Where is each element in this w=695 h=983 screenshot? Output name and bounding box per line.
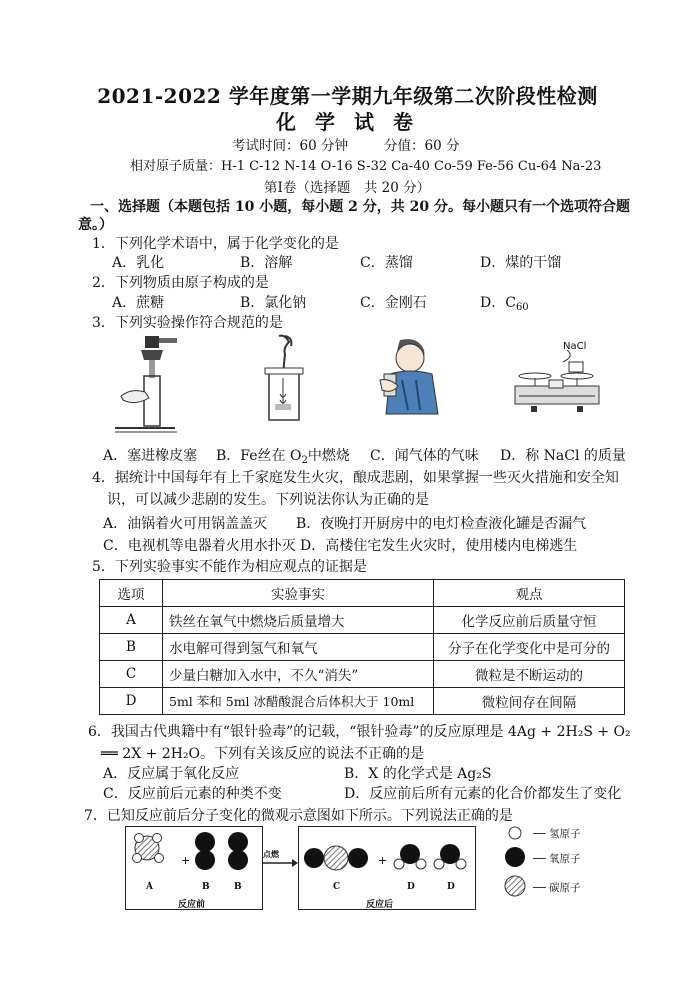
nacl-label: NaCl xyxy=(563,341,587,352)
q4-option-c: C．电视机等电器着火用水扑灭 xyxy=(103,538,296,554)
q5-stem: 5．下列实验事实不能作为相应观点的证据是 xyxy=(92,559,367,575)
table-row xyxy=(100,688,625,715)
q1-stem: 1．下列化学术语中，属于化学变化的是 xyxy=(92,236,339,252)
row-fact: 水电解可得到氢气和氧气 xyxy=(163,634,434,661)
header-viewpoint: 观点 xyxy=(434,580,625,607)
q3-stem: 3．下列实验操作符合规范的是 xyxy=(92,315,283,331)
q6-option-a: A．反应属于氧化反应 xyxy=(103,766,240,782)
q3-option-d: D．称 NaCl 的质量 xyxy=(500,448,626,464)
header-fact: 实验事实 xyxy=(163,580,434,607)
exam-score: 分值：60 分 xyxy=(384,138,460,154)
molecule-label: B xyxy=(202,882,210,892)
molecule-label: C xyxy=(333,882,341,892)
q4-stem-cont: 识，可以减少悲剧的发生。下列说法你认为正确的是 xyxy=(107,492,429,508)
q3-option-b: B．Fe丝在 $O_2$中燃烧 xyxy=(216,448,350,466)
exam-title: 2021-2022 学年度第一学期九年级第二次阶段性检测 xyxy=(97,84,598,108)
q1-option-a: A．乳化 xyxy=(112,255,165,271)
balance-scale-figure xyxy=(505,340,615,420)
exam-time: 考试时间：60 分钟 xyxy=(232,138,348,154)
before-label: 反应前 xyxy=(178,900,206,910)
row-viewpoint: 微粒间存在间隔 xyxy=(434,688,625,715)
legend-carbon: ── 碳原子 xyxy=(533,882,581,894)
q2-option-d: D．$C_{60}$ xyxy=(480,295,529,313)
atomic-masses: 相对原子质量：H-1 C-12 N-14 O-16 S-32 Ca-40 Co-59 Fe-56 Cu-64 Na-23 xyxy=(130,159,602,174)
atom-legend-icons xyxy=(503,824,527,898)
row-option: D xyxy=(100,688,163,715)
q4-option-a: A．油锅着火可用锅盖盖灭 xyxy=(103,516,268,532)
smelling-gas-figure xyxy=(372,336,452,416)
q1-option-d: D．煤的干馏 xyxy=(480,255,562,271)
q6-stem-cont: ══ 2X + 2H₂O。下列有关该反应的说法不正确的是 xyxy=(101,746,425,762)
header-option: 选项 xyxy=(100,580,163,607)
q1-option-c: C．蒸馏 xyxy=(360,255,413,271)
table-row xyxy=(100,661,625,688)
table-header-row xyxy=(100,580,625,607)
q1-option-b: B．溶解 xyxy=(240,255,293,271)
section-heading: 一、选择题（本题包括 10 小题，每小题 2 分，共 20 分。每小题只有一个选项符合题 xyxy=(90,199,630,215)
before-reaction-molecules xyxy=(125,826,261,908)
evidence-table xyxy=(99,579,625,715)
svg-text:+: + xyxy=(378,854,388,867)
iron-wire-burning-figure xyxy=(255,334,315,426)
reaction-arrow-icon xyxy=(262,858,298,868)
molecule-label: A xyxy=(146,882,153,892)
oxygen-atom-icon xyxy=(505,847,525,867)
row-fact: 铁丝在氧气中燃烧后质量增大 xyxy=(163,607,434,634)
exam-subtitle: 化 学 试 卷 xyxy=(276,110,419,134)
ignite-label: 点燃 xyxy=(263,849,279,859)
q6-option-c: C．反应前后元素的种类不变 xyxy=(103,786,282,802)
row-viewpoint: 微粒是不断运动的 xyxy=(434,661,625,688)
q2-option-a: A．蔗糖 xyxy=(112,295,165,311)
volume-heading: 第Ⅰ卷（选择题 共 20 分） xyxy=(264,180,431,196)
row-option: C xyxy=(100,661,163,688)
section-heading-cont: 意。） xyxy=(78,217,113,233)
q6-stem: 6．我国古代典籍中有“银针验毒”的记载，“银针验毒”的反应原理是 4Ag + 2H₂S + O₂ xyxy=(88,724,631,740)
q2-option-b: B．氯化钠 xyxy=(240,295,307,311)
q2-option-c: C．金刚石 xyxy=(360,295,427,311)
row-option: A xyxy=(100,607,163,634)
hydrogen-atom-icon xyxy=(509,827,521,839)
q6-option-d: D．反应前后所有元素的化合价都发生了变化 xyxy=(344,786,622,802)
legend-hydrogen: ── 氢原子 xyxy=(533,828,581,840)
q4-option-b: B．夜晚打开厨房中的电灯检查液化罐是否漏气 xyxy=(296,516,587,532)
row-option: B xyxy=(100,634,163,661)
row-viewpoint: 化学反应前后质量守恒 xyxy=(434,607,625,634)
q4-option-d: D．高楼住宅发生火灾时，使用楼内电梯逃生 xyxy=(300,538,578,554)
q3-option-a: A．塞进橡皮塞 xyxy=(103,448,198,464)
molecule-label: D xyxy=(407,882,415,892)
table-row xyxy=(100,607,625,634)
stopper-insertion-figure xyxy=(115,332,185,442)
after-label: 反应后 xyxy=(366,900,394,910)
q3-option-c: C．闻气体的气味 xyxy=(370,448,479,464)
after-reaction-molecules xyxy=(298,826,474,908)
molecule-label: B xyxy=(234,882,242,892)
svg-text:+: + xyxy=(181,854,191,867)
table-row xyxy=(100,634,625,661)
q6-option-b: B．X 的化学式是 Ag₂S xyxy=(344,766,492,782)
q7-stem: 7．已知反应前后分子变化的微观示意图如下所示。下列说法正确的是 xyxy=(84,808,513,824)
row-fact: 少量白糖加入水中，不久“消失” xyxy=(163,661,434,688)
molecule-label: D xyxy=(447,882,455,892)
q4-stem: 4．据统计中国每年有上千家庭发生火灾，酿成悲剧，如果掌握一些灭火措施和安全知 xyxy=(92,470,619,486)
row-viewpoint: 分子在化学变化中是可分的 xyxy=(434,634,625,661)
q2-stem: 2．下列物质由原子构成的是 xyxy=(92,275,269,291)
carbon-atom-icon xyxy=(505,876,525,896)
row-fact: 5ml 苯和 5ml 冰醋酸混合后体积大于 10ml xyxy=(163,688,434,715)
legend-oxygen: ── 氧原子 xyxy=(533,853,581,865)
